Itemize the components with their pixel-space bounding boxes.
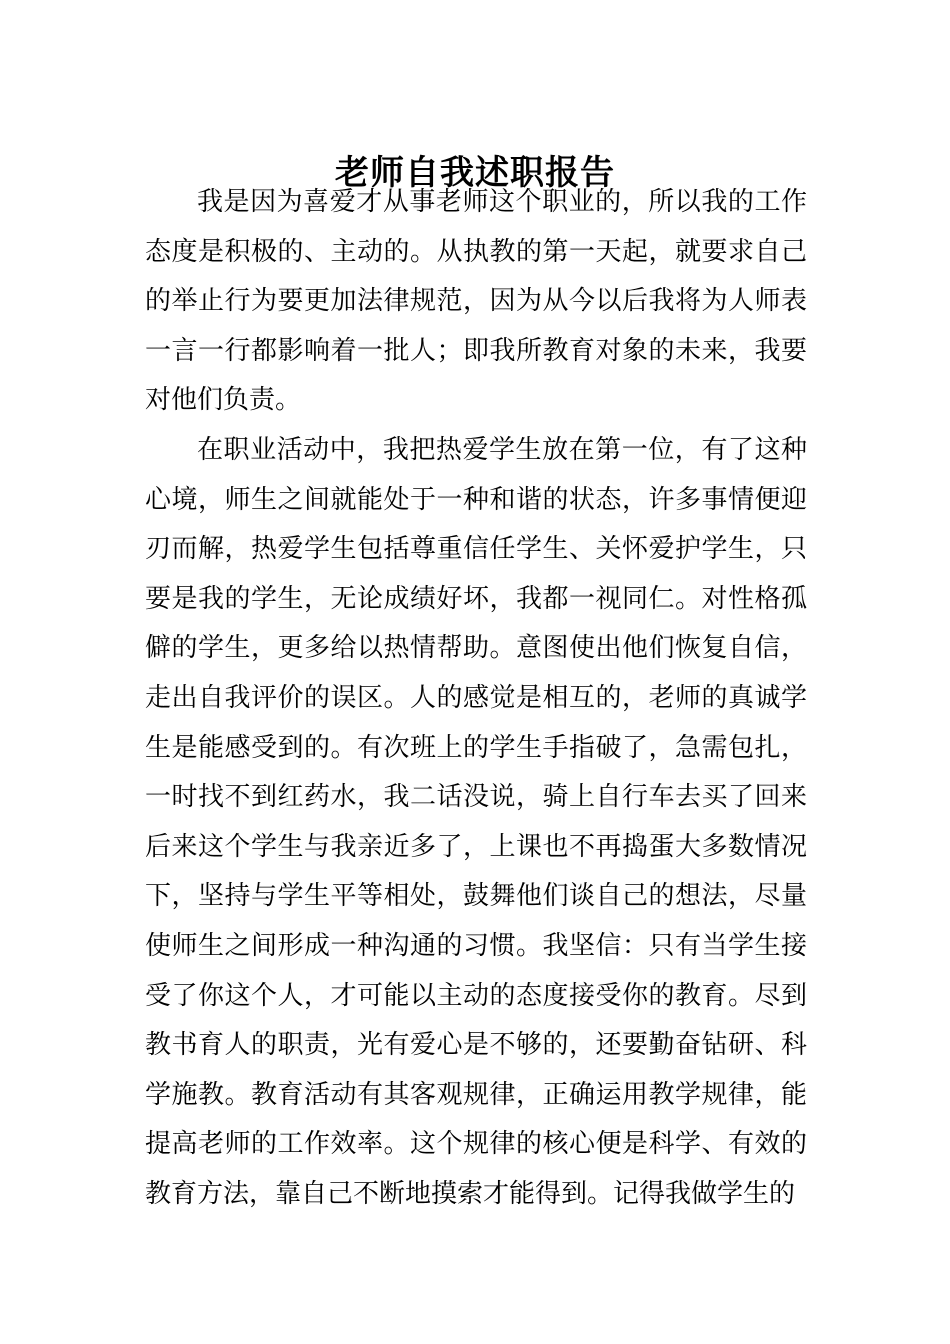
document-body [145, 178, 807, 1219]
paragraph-2: 在职业活动中，我把热爱学生放在第一位，有了这种心境，师生之间就能处于一种和谐的状态，许多事情便迎刃而解，热爱学生包括尊重信任学生、关怀爱护学生，只要是我的学生，无论成绩好坏，我都一视同仁。对性格孤僻的学生，更多给以热情帮助。意图使出他们恢复自信，走出自我评价的误区。人的感觉是相互的，老师的真诚学生是能感受到的。有次班上的学生手指破了，急需包扎，一时找不到红药水，我二话没说，骑上自行车去买了回来后来这个学生与我亲近多了，上课也不再捣蛋大多数情况下，坚持与学生平等相处，鼓舞他们谈自己的想法，尽量使师生之间形成一种沟通的习惯。我坚信：只有当学生接受了你这个人，才可能以主动的态度接受你的教育。尽到教书育人的职责，光有爱心是不够的，还要勤奋钻研、科学施教。教育活动有其客观规律，正确运用教学规律，能提高老师的工作效率。这个规律的核心便是科学、有效的教育方法，靠自己不断地摸索才能得到。记得我做学生的 [145, 434, 807, 1209]
document-title: 老师自我述职报告 [335, 152, 615, 193]
paragraph-1: 我是因为喜爱才从事老师这个职业的，所以我的工作态度是积极的、主动的。从执教的第一天起，就要求自己的举止行为要更加法律规范，因为从今以后我将为人师表一言一行都影响着一批人；即我所教育对象的未来，我要对他们负责。 [145, 187, 807, 416]
